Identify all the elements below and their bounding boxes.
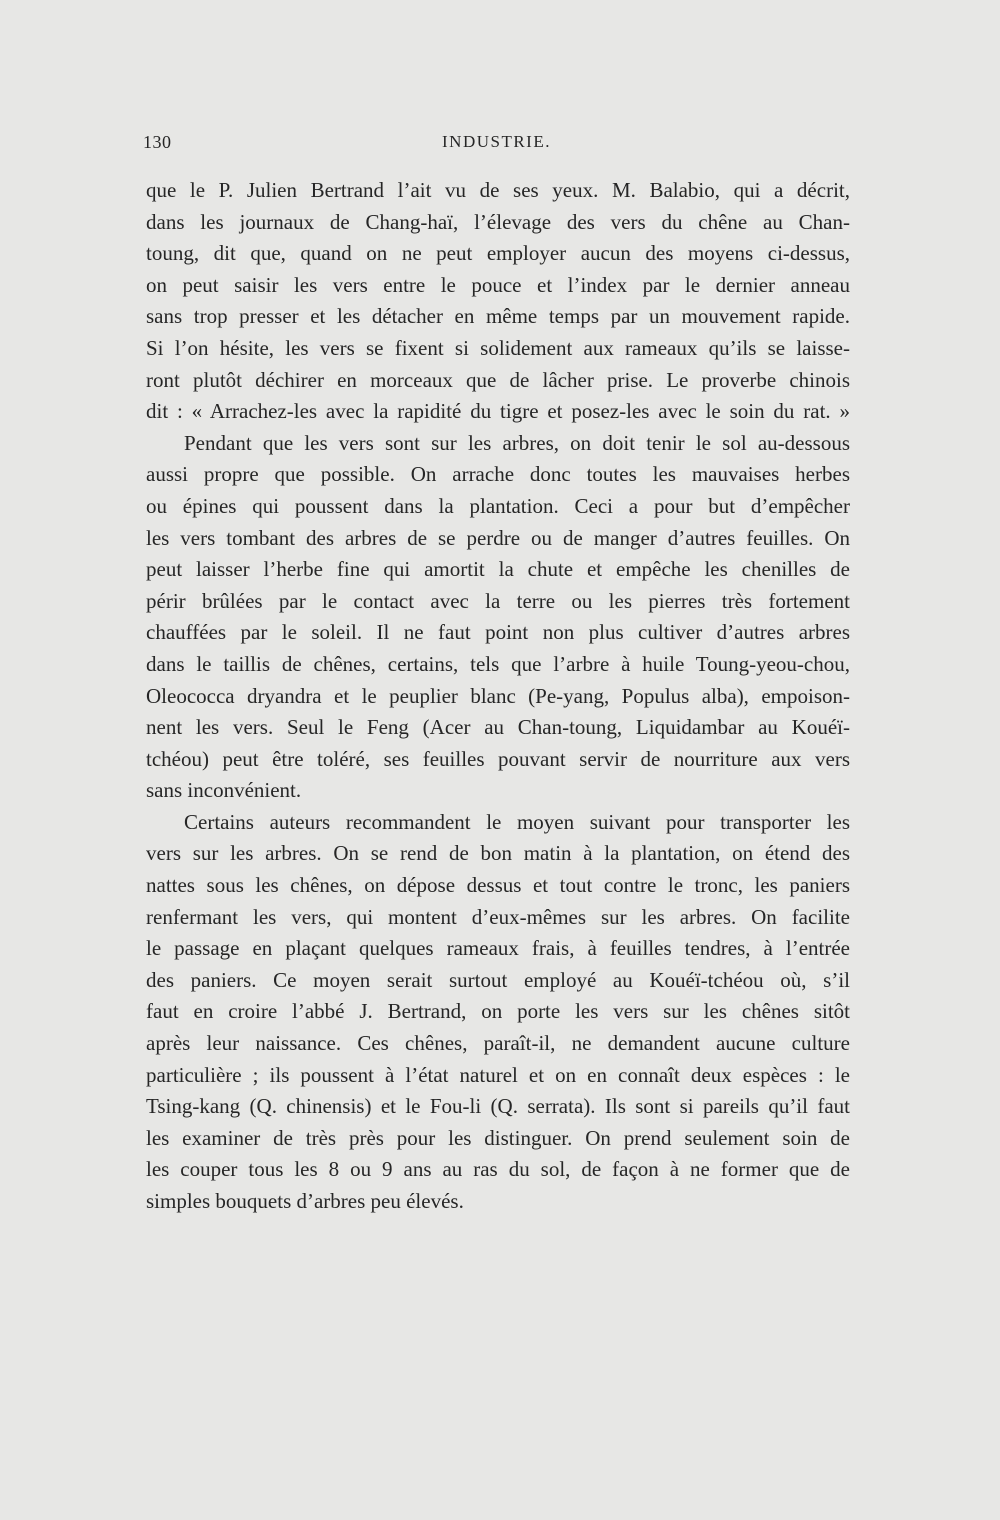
text-line: chauffées par le soleil. Il ne faut point non plus cultiver d’autres arbres — [146, 620, 850, 645]
text-line: que le P. Julien Bertrand l’ait vu de ses yeux. M. Balabio, qui a décrit, — [146, 178, 850, 202]
text-line: les examiner de très près pour les distinguer. On prend seulement soin de — [146, 1125, 850, 1150]
text-line: toung, dit que, quand on ne peut employer aucun des moyens ci-dessus, — [146, 241, 850, 266]
text-line: nattes sous les chênes, on dépose dessus et tout contre le tronc, les paniers — [146, 873, 850, 898]
text-line: le passage en plaçant quelques rameaux frais, à feuilles tendres, à l’entrée — [146, 936, 850, 961]
text-line: nent les vers. Seul le Feng (Acer au Chan-toung, Liquidambar au Kouéï- — [146, 715, 850, 740]
text-line: sans trop presser et les détacher en même temps par un mouvement rapide. — [146, 304, 850, 329]
text-line: dans le taillis de chênes, certains, tels que l’arbre à huile Toung-yeou-chou, — [146, 651, 850, 676]
text-line: sans inconvénient. — [146, 778, 302, 803]
page-number: 130 — [143, 132, 172, 152]
body-text — [146, 175, 850, 1218]
text-line: les vers tombant des arbres de se perdre ou de manger d’autres feuilles. On — [146, 525, 850, 550]
text-line: Si l’on hésite, les vers se fixent si solidement aux rameaux qu’ils se laisse- — [146, 335, 850, 360]
text-line: ou épines qui poussent dans la plantation. Ceci a pour but d’empêcher — [146, 493, 850, 518]
text-line: on peut saisir les vers entre le pouce et l’index par le dernier anneau — [146, 272, 850, 297]
text-line: ront plutôt déchirer en morceaux que de lâcher prise. Le proverbe chinois — [146, 367, 850, 392]
paragraph — [146, 807, 850, 1218]
text-line: tchéou) peut être toléré, ses feuilles pouvant servir de nourriture aux vers — [146, 746, 850, 771]
running-title: INDUSTRIE. — [442, 132, 551, 151]
paragraph — [146, 175, 850, 428]
text-line: peut laisser l’herbe fine qui amortit la chute et empêche les chenilles de — [146, 557, 850, 582]
text-line: aussi propre que possible. On arrache donc toutes les mauvaises herbes — [146, 462, 850, 487]
text-line: après leur naissance. Ces chênes, paraît-il, ne demandent aucune culture — [146, 1031, 850, 1056]
text-line: particulière ; ils poussent à l’état naturel et on en connaît deux espèces : le — [146, 1062, 850, 1087]
text-line: renfermant les vers, qui montent d’eux-mêmes sur les arbres. On facilite — [146, 904, 850, 929]
text-line: périr brûlées par le contact avec la terre ou les pierres très fortement — [146, 588, 850, 613]
text-line: vers sur les arbres. On se rend de bon matin à la plantation, on étend des — [146, 841, 850, 866]
paragraph — [146, 428, 850, 807]
text-line: Pendant que les vers sont sur les arbres, on doit tenir le sol au-dessous — [184, 430, 850, 455]
page-header — [143, 132, 850, 162]
text-line: dans les journaux de Chang-haï, l’élevage des vers du chêne au Chan- — [146, 209, 850, 234]
text-line: simples bouquets d’arbres peu élevés. — [146, 1189, 464, 1213]
text-line: Tsing-kang (Q. chinensis) et le Fou-li (Q. serrata). Ils sont si pareils qu’il faut — [146, 1094, 850, 1119]
text-line: des paniers. Ce moyen serait surtout employé au Kouéï-tchéou où, s’il — [146, 967, 850, 992]
text-line: Certains auteurs recommandent le moyen suivant pour transporter les — [184, 809, 850, 834]
text-line: les couper tous les 8 ou 9 ans au ras du sol, de façon à ne former que de — [146, 1157, 850, 1182]
text-line: dit : « Arrachez-les avec la rapidité du tigre et posez-les avec le soin du rat. » — [146, 399, 850, 424]
text-line: faut en croire l’abbé J. Bertrand, on porte les vers sur les chênes sitôt — [146, 999, 850, 1024]
text-line: Oleococca dryandra et le peuplier blanc (Pe-yang, Populus alba), empoison- — [146, 683, 850, 708]
